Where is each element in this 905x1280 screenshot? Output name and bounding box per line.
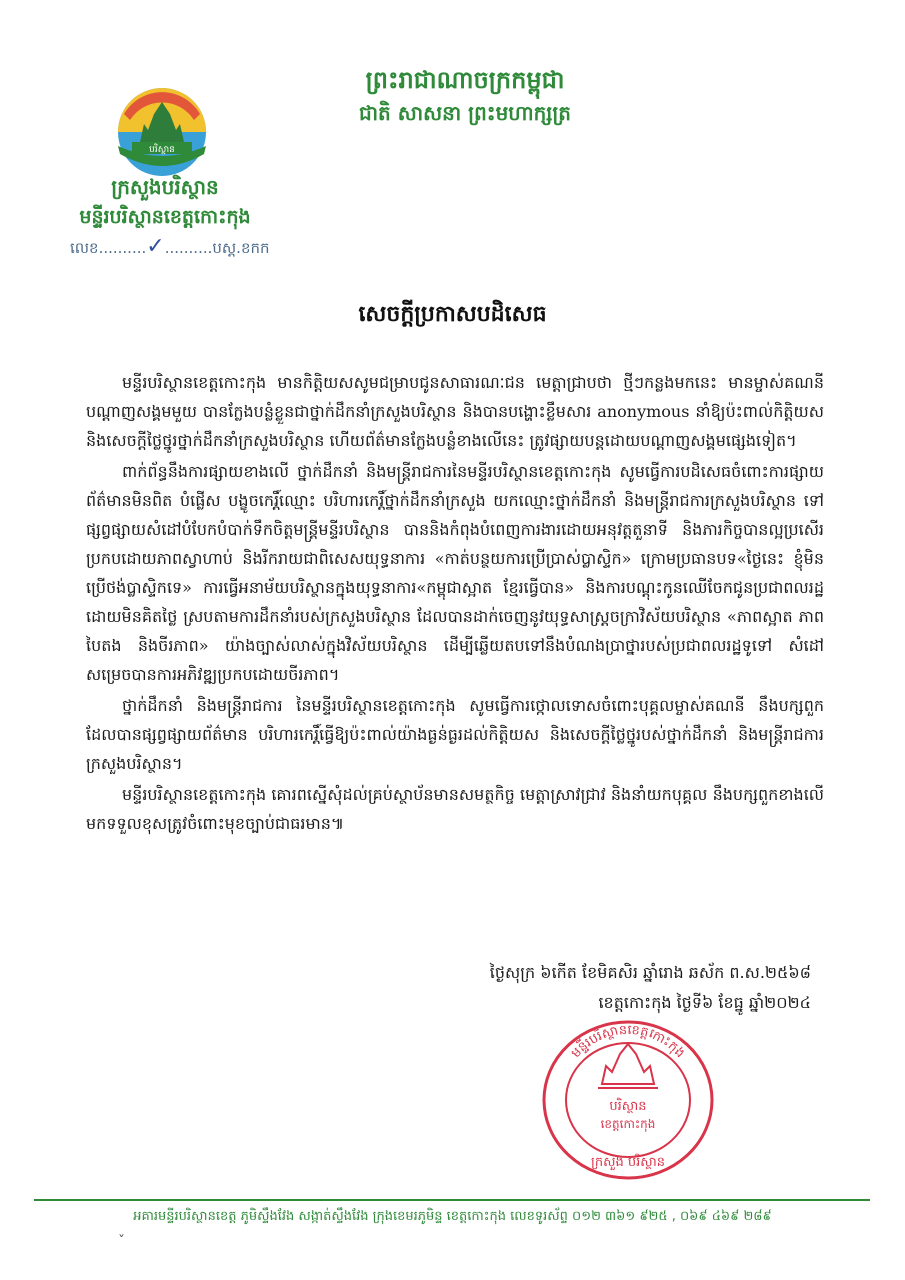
footer-address: អគារមន្ទីរបរិស្ថានខេត្ត ភូមិស្ទឹងវែង សង្កាត់ស្ទឹងវែង ក្រុងខេមរភូមិន្ទ ខេត្តកោះកុង លេខទូរស័ព្ទ ០១២ ៣៦១ ៩២៥ , ០៦៩ ៤៦៩ ២៨៩ [133, 1209, 772, 1224]
ministry-logo [114, 84, 210, 180]
paragraph-1: មន្ទីរបរិស្ថានខេត្តកោះកុង មានកិត្តិយសសូមជម្រាបជូនសាធារណៈជន មេត្តាជ្រាបថា ថ្មីៗកន្លងមកនេះ មានម្ចាស់គណនីបណ្តាញសង្គមមួយ បានក្លែងបន្លំខ្លួនជាថ្នាក់ដឹកនាំក្រសួងបរិស្ថាន និងបានបង្ហោះខ្លឹមសារ anonymous នាំឱ្យប៉ះពាល់កិត្តិយស និងសេចក្តីថ្លៃថ្នូរថ្នាក់ដឹកនាំក្រសួងបរិស្ថាន ហើយព័ត៌មានក្លែងបន្លំខាងលើនេះ ត្រូវផ្សាយបន្តដោយបណ្តាញសង្គមផ្សេងទៀត។ [86, 373, 824, 450]
lunar-date: ថ្ងៃសុក្រ ៦កើត ខែមិគសិរ ឆ្នាំរោង ឆស័ក ព.ស.២៥៦៨ [489, 963, 811, 982]
department-line: មន្ទីរបរិស្ថានខេត្តកោះកុង [79, 206, 251, 228]
solar-date: ខេត្តកោះកុង ថ្ងៃទី៦ ខែធ្នូ ឆ្នាំ២០២៤ [598, 993, 811, 1012]
seal-bottom-text: ក្រសួង បរិស្ថាន [590, 1155, 666, 1170]
paragraph-2: ពាក់ព័ន្ធនឹងការផ្សាយខាងលើ ថ្នាក់ដឹកនាំ និងមន្ត្រីរាជការនៃមន្ទីរបរិស្ថានខេត្តកោះកុង សូមធ្វើការបដិសេធចំពោះការផ្សាយព័ត៌មានមិនពិត បំផ្លើស បង្ខូចកេរ្តិ៍ឈ្មោះ បរិហារកេរ្តិ៍ថ្នាក់ដឹកនាំក្រសួង យកឈ្មោះថ្នាក់ដឹកនាំ និងមន្ត្រីរាជការក្រសួងបរិស្ថាន ទៅផ្សព្វផ្សាយសំដៅបំបែកបំបាក់ទឹកចិត្តមន្ត្រីមន្ទីរបរិស្ថាន បាននិងកំពុងបំពេញការងារដោយអនុវត្តតួនាទី និងភារកិច្ចបានល្អប្រសើរ ប្រកបដោយភាពស្វាហាប់ និងរីករាយជាពិសេសយុទ្ធនាការ «កាត់បន្ថយការប្រើប្រាស់ប្លាស្ទិក» ក្រោមប្រធានបទ«ថ្ងៃនេះ ខ្ញុំមិនប្រើថង់ប្លាស្ទិកទេ» ការធ្វើអនាម័យបរិស្ថានក្នុងយុទ្ធនាការ«កម្ពុជាស្អាត ខ្មែរធ្វើបាន» និងការបណ្តុះកូនឈើចែកជូនប្រជាពលរដ្ឋដោយមិនគិតថ្លៃ ស្របតាមការដឹកនាំរបស់ក្រសួងបរិស្ថាន ដែលបានដាក់ចេញនូវយុទ្ធសាស្ត្រចក្រាវិស័យបរិស្ថាន «ភាពស្អាត ភាពបៃតង និងចីរភាព» យ៉ាងច្បាស់លាស់ក្នុងវិស័យបរិស្ថាន ដើម្បីឆ្លើយតបទៅនឹងបំណងប្រាថ្នារបស់ប្រជាពលរដ្ឋទូទៅ សំដៅសម្រេចបានការអភិវឌ្ឍប្រកបដោយចីរភាព។ [86, 462, 824, 684]
paragraph-4: មន្ទីរបរិស្ថានខេត្តកោះកុង គោរពស្នើសុំដល់គ្រប់ស្ថាប័នមានសមត្ថកិច្ច មេត្តាស្រាវជ្រាវ និងនាំយកបុគ្គល នឹងបក្សពួកខាងលើ មកទទួលខុសត្រូវចំពោះមុខច្បាប់ជាធរមាន៕ [86, 785, 824, 833]
kingdom-title: ព្រះរាជាណាចក្រកម្ពុជា [365, 66, 565, 94]
corner-mark: ˇ [118, 1234, 125, 1250]
reference-number [70, 234, 270, 261]
temple-icon [598, 1044, 658, 1088]
seal-center-line-1: បរិស្ថាន [609, 1099, 647, 1114]
ref-suffix: ..........បស្ត.ខកក [164, 239, 270, 257]
logo-text: បរិស្ថាន [149, 145, 175, 155]
official-seal-stamp [540, 1018, 716, 1182]
document-body [86, 368, 824, 840]
ministry-line-1: ក្រសួងបរិស្ថាន [111, 175, 219, 199]
paragraph-3: ថ្នាក់ដឹកនាំ និងមន្ត្រីរាជការ នៃមន្ទីរបរិស្ថានខេត្តកោះកុង សូមធ្វើការថ្កោលទោសចំពោះបុគ្គលម្ចាស់គណនី នឹងបក្សពួក ដែលបានផ្សព្វផ្សាយព័ត៌មាន បរិហារកេរ្តិ៍ធ្វើឱ្យប៉ះពាល់យ៉ាងធ្ងន់ធ្ងរដល់កិត្តិយស និងសេចក្តីថ្លៃថ្នូរបស់ថ្នាក់ដឹកនាំ និងមន្ត្រីរាជការក្រសួងបរិស្ថាន។ [86, 696, 824, 773]
ref-prefix: លេខ.......... [70, 239, 147, 257]
date-block [490, 958, 811, 1018]
seal-center-line-2: ខេត្តកោះកុង [600, 1117, 656, 1131]
ministry-name [60, 172, 270, 232]
seal-ring-text: មន្ទីរបរិស្ថានខេត្តកោះកុង [568, 1022, 688, 1062]
national-motto: ជាតិ សាសនា ព្រះមហាក្សត្រ [359, 101, 571, 125]
document-title: សេចក្តីប្រកាសបដិសេធ [358, 302, 547, 327]
footer-divider [34, 1199, 870, 1201]
svg-text:មន្ទីរបរិស្ថានខេត្តកោះកុង [569, 1023, 688, 1061]
check-mark-icon: ✓ [146, 234, 165, 259]
kingdom-header [300, 62, 630, 128]
